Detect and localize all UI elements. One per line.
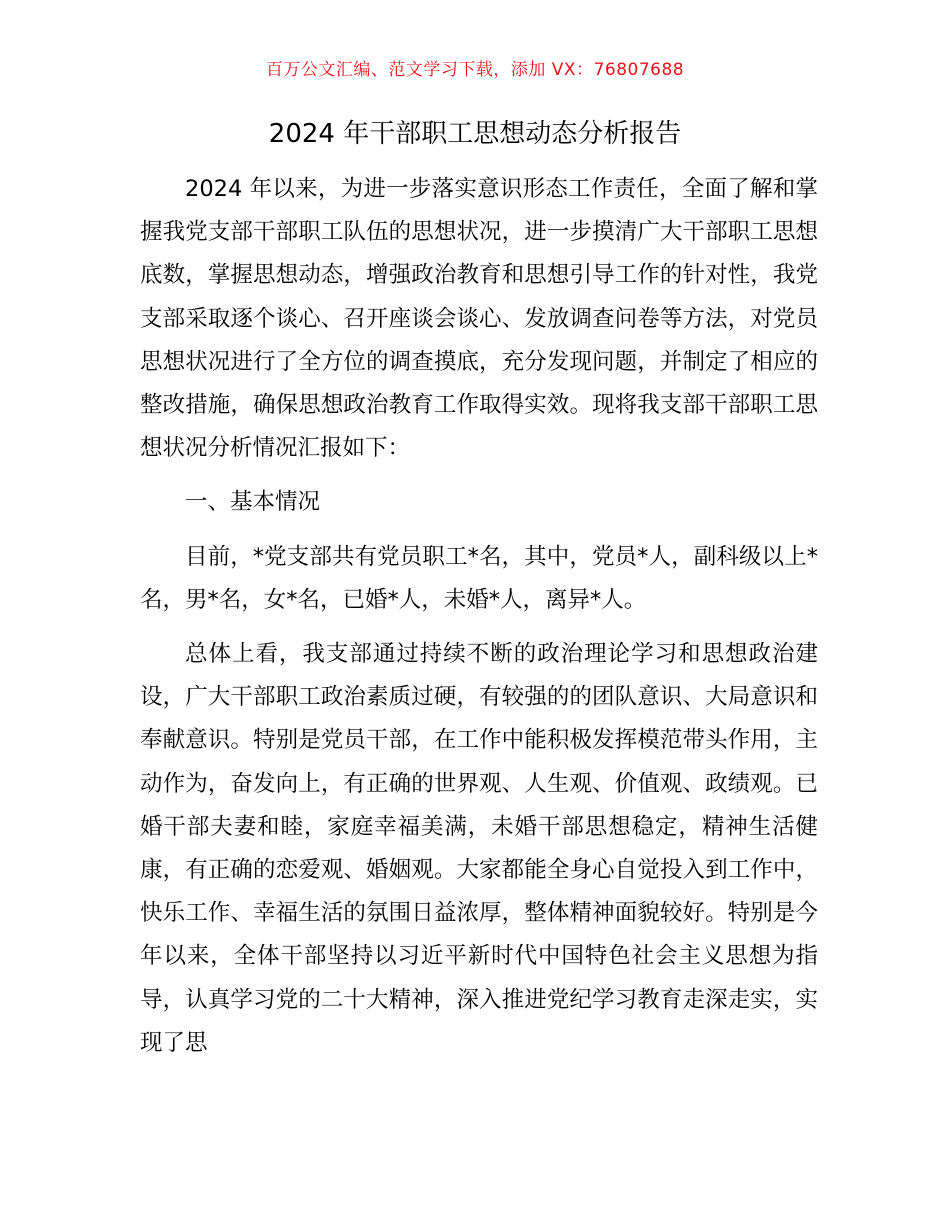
basic-info-paragraph: 目前，*党支部共有党员职工*名，其中，党员*人，副科级以上*名，男*名，女*名，已婚*人，未婚*人，离异*人。 [140, 543, 818, 613]
section-heading: 一、基本情况 [185, 489, 321, 516]
watermark-banner: 百万公文汇编、范文学习下载，添加 VX：76807688 [265, 60, 685, 80]
document-body [140, 168, 818, 1076]
intro-paragraph: 2024 年以来，为进一步落实意识形态工作责任，全面了解和掌握我党支部干部职工队伍的思想状况，进一步摸清广大干部职工思想底数，掌握思想动态，增强政治教育和思想引导工作的针对性，我党支部采取逐个谈心、召开座谈会谈心、发放调查问卷等方法，对党员思想状况进行了全方位的调查摸底，充分发现问题，并制定了相应的整改措施，确保思想政治教育工作取得实效。现将我支部干部职工思想状况分析情况汇报如下： [140, 176, 818, 462]
overview-paragraph: 总体上看，我支部通过持续不断的政治理论学习和思想政治建设，广大干部职工政治素质过硬，有较强的的团队意识、大局意识和奉献意识。特别是党员干部，在工作中能积极发挥模范带头作用，主动作为，奋发向上，有正确的世界观、人生观、价值观、政绩观。已婚干部夫妻和睦，家庭幸福美满，未婚干部思想稳定，精神生活健康，有正确的恋爱观、婚姻观。大家都能全身心自觉投入到工作中，快乐工作、幸福生活的氛围日益浓厚，整体精神面貌较好。特别是今年以来，全体干部坚持以习近平新时代中国特色社会主义思想为指导，认真学习党的二十大精神，深入推进党纪学习教育走深走实，实现了思 [140, 641, 818, 1056]
document-title: 2024 年干部职工思想动态分析报告 [268, 119, 682, 149]
